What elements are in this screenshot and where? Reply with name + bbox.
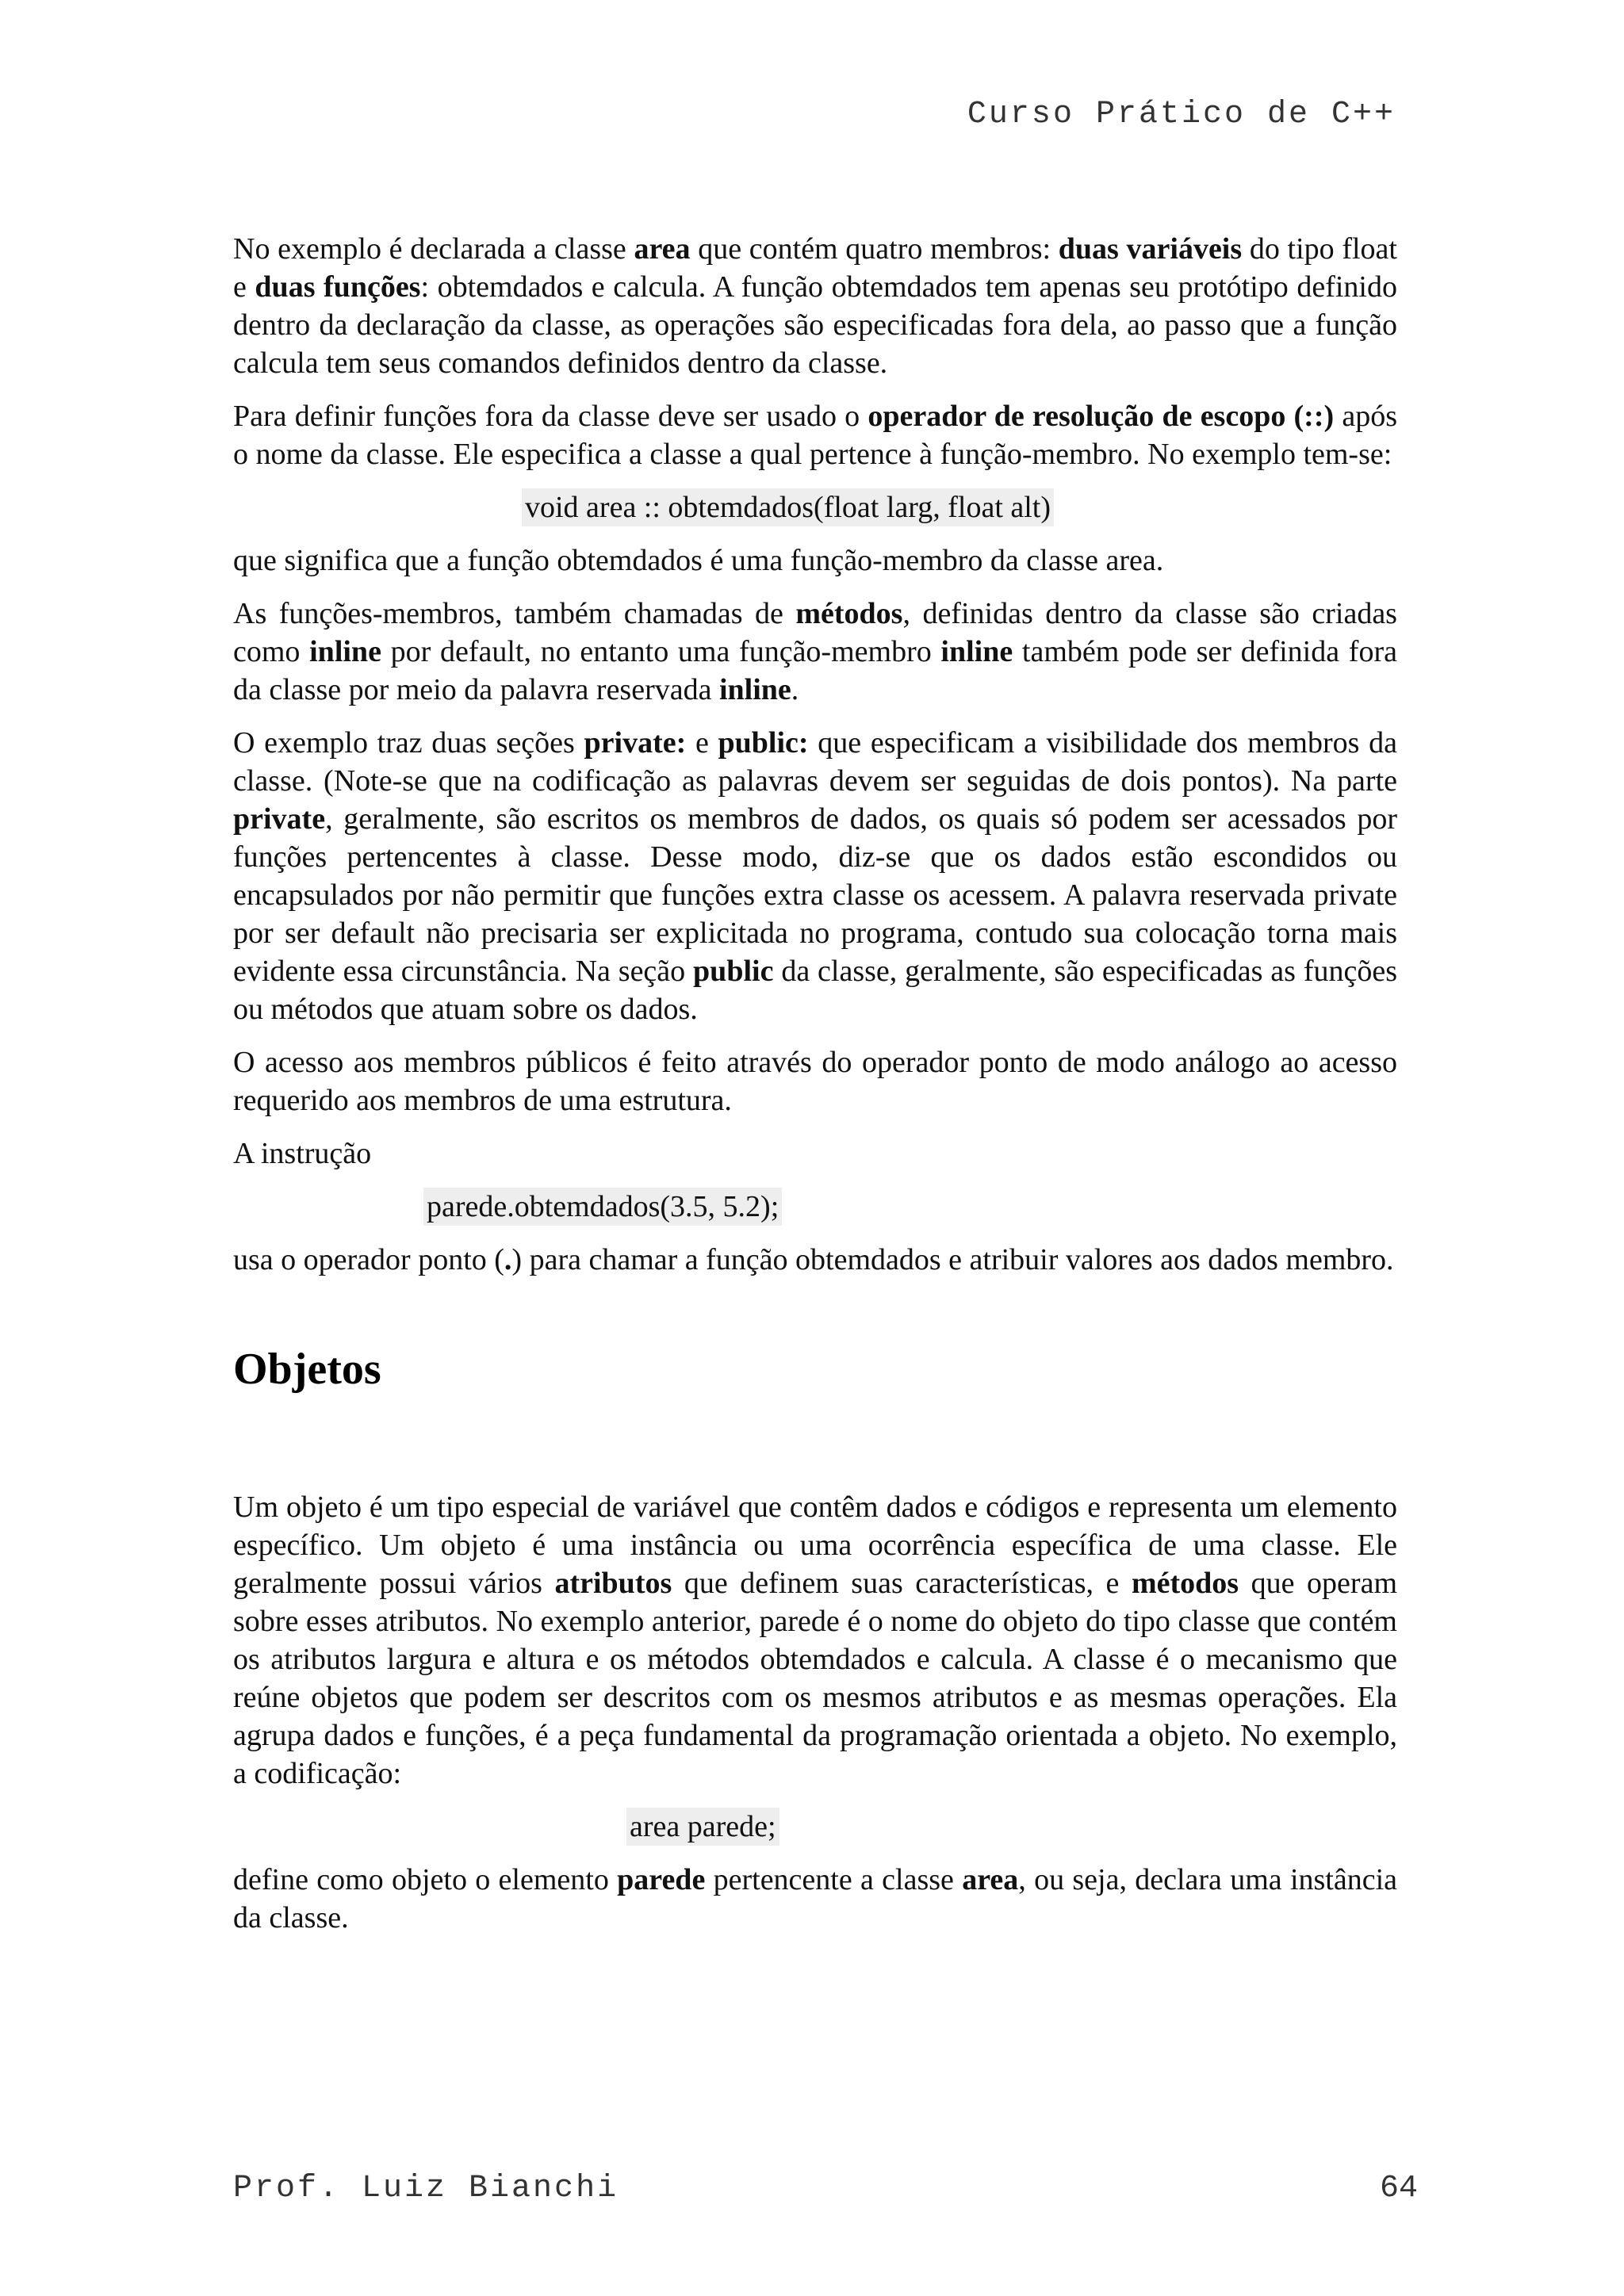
text-span: , definidas dentro da classe são criadas como <box>233 597 1397 668</box>
paragraph-meaning: que significa que a função obtemdados é uma função-membro da classe area. <box>233 544 1164 577</box>
text-span: do tipo float e <box>233 232 1397 304</box>
code-example-1 <box>233 488 1397 526</box>
text-span: que contém quatro membros: <box>690 232 1059 266</box>
code-snippet: area parede; <box>626 1808 779 1846</box>
text-span: , geralmente, são escritos os membros de dados, os quais só podem ser acessados por funções pertencentes à classe. Desse modo, diz-se que os dados estão escondidos ou encapsulados por não permitir que funções extra classe os acessem. A palavra reservada private por ser default não precisaria ser explicitada no programa, contudo sua colocação torna mais evidente essa circunstância. Na seção <box>233 802 1397 988</box>
running-header: Curso Prático de C++ <box>967 97 1396 132</box>
text-span: que definem suas características, e <box>672 1567 1132 1600</box>
text-span: e <box>686 726 718 760</box>
bold-term: parede <box>617 1863 706 1896</box>
bold-term: inline <box>718 673 791 706</box>
text-span: Para definir funções fora da classe deve ser usado o <box>233 400 868 433</box>
text-span: usa o operador ponto ( <box>233 1243 504 1276</box>
code-example-2 <box>233 1188 1397 1226</box>
paragraph-instance <box>233 1861 1397 1937</box>
paragraph-instruction: A instrução <box>233 1137 372 1170</box>
bold-term: . <box>504 1243 512 1276</box>
bold-term: private: <box>584 726 687 760</box>
bold-term: atributos <box>554 1567 672 1600</box>
text-span: após o nome da classe. Ele especifica a classe a qual pertence à função-membro. No exemplo tem-se: <box>233 400 1397 471</box>
text-span: Um objeto é um tipo especial de variável que contêm dados e códigos e representa um elemento específico. Um objeto é uma instância ou uma ocorrência específica de uma classe. Ele geralmente possui vários <box>233 1490 1397 1600</box>
bold-term: inline <box>940 635 1013 668</box>
text-span: : obtemdados e calcula. A função obtemdados tem apenas seu protótipo definido dentro da declaração da classe, as operações são especificadas fora dela, ao passo que a função calcula tem seus comandos definidos dentro da classe. <box>233 270 1397 380</box>
text-span: que operam sobre esses atributos. No exemplo anterior, parede é o nome do objeto do tipo classe que contém os atributos largura e altura e os métodos obtemdados e calcula. A classe é o mecanismo que reúne objetos que podem ser descritos com os mesmos atributos e as mesmas operações. Ela agrupa dados e funções, é a peça fundamental da programação orientada a objeto. No exemplo, a codificação: <box>233 1567 1398 1790</box>
paragraph-dot-operator <box>233 1241 1397 1279</box>
text-span: define como objeto o elemento <box>233 1863 618 1896</box>
bold-term: inline <box>309 635 381 668</box>
text-span: , ou seja, declara uma instância da classe. <box>233 1863 1397 1934</box>
bold-term: métodos <box>795 597 903 630</box>
text-span: da classe, geralmente, são especificadas as funções ou métodos que atuam sobre os dados. <box>233 955 1397 1026</box>
bold-term: métodos <box>1131 1567 1239 1600</box>
paragraph-methods-inline <box>233 595 1397 709</box>
paragraph-objects <box>233 1488 1397 1793</box>
text-span: No exemplo é declarada a classe <box>233 232 634 266</box>
section-heading: Objetos <box>233 1345 381 1394</box>
bold-term: area <box>634 232 691 266</box>
text-span: por default, no entanto uma função-membro <box>381 635 941 668</box>
text-span: pertencente a classe <box>705 1863 963 1896</box>
code-snippet: void area :: obtemdados(float larg, float alt) <box>522 488 1054 526</box>
text-span: que especificam a visibilidade dos membros da classe. (Note-se que na codificação as palavras devem ser seguidas de dois pontos). Na parte <box>233 726 1397 798</box>
paragraph-private-public <box>233 724 1397 1028</box>
bold-term: public: <box>718 726 809 760</box>
paragraph-class-members <box>233 230 1397 382</box>
paragraph-scope-operator <box>233 397 1397 473</box>
page-number: 64 <box>1379 2171 1418 2206</box>
bold-term: public <box>693 955 774 988</box>
footer-author: Prof. Luiz Bianchi <box>233 2171 619 2206</box>
paragraph-public-access: O acesso aos membros públicos é feito através do operador ponto de modo análogo ao acesso requerido aos membros de uma estrutura. <box>233 1046 1397 1117</box>
bold-term: operador de resolução de escopo (::) <box>868 400 1335 433</box>
text-span: O exemplo traz duas seções <box>233 726 584 760</box>
code-example-3 <box>233 1808 1397 1846</box>
text-span: . <box>791 673 799 706</box>
bold-term: duas variáveis <box>1058 232 1243 266</box>
text-span: também pode ser definida fora da classe por meio da palavra reservada <box>233 635 1397 706</box>
text-span: ) para chamar a função obtemdados e atribuir valores aos dados membro. <box>511 1243 1394 1276</box>
page-body <box>233 230 1397 1952</box>
text-span: As funções-membros, também chamadas de <box>233 597 796 630</box>
bold-term: duas funções <box>255 270 421 304</box>
bold-term: private <box>233 802 326 836</box>
code-snippet: parede.obtemdados(3.5, 5.2); <box>423 1188 782 1226</box>
bold-term: area <box>962 1863 1019 1896</box>
